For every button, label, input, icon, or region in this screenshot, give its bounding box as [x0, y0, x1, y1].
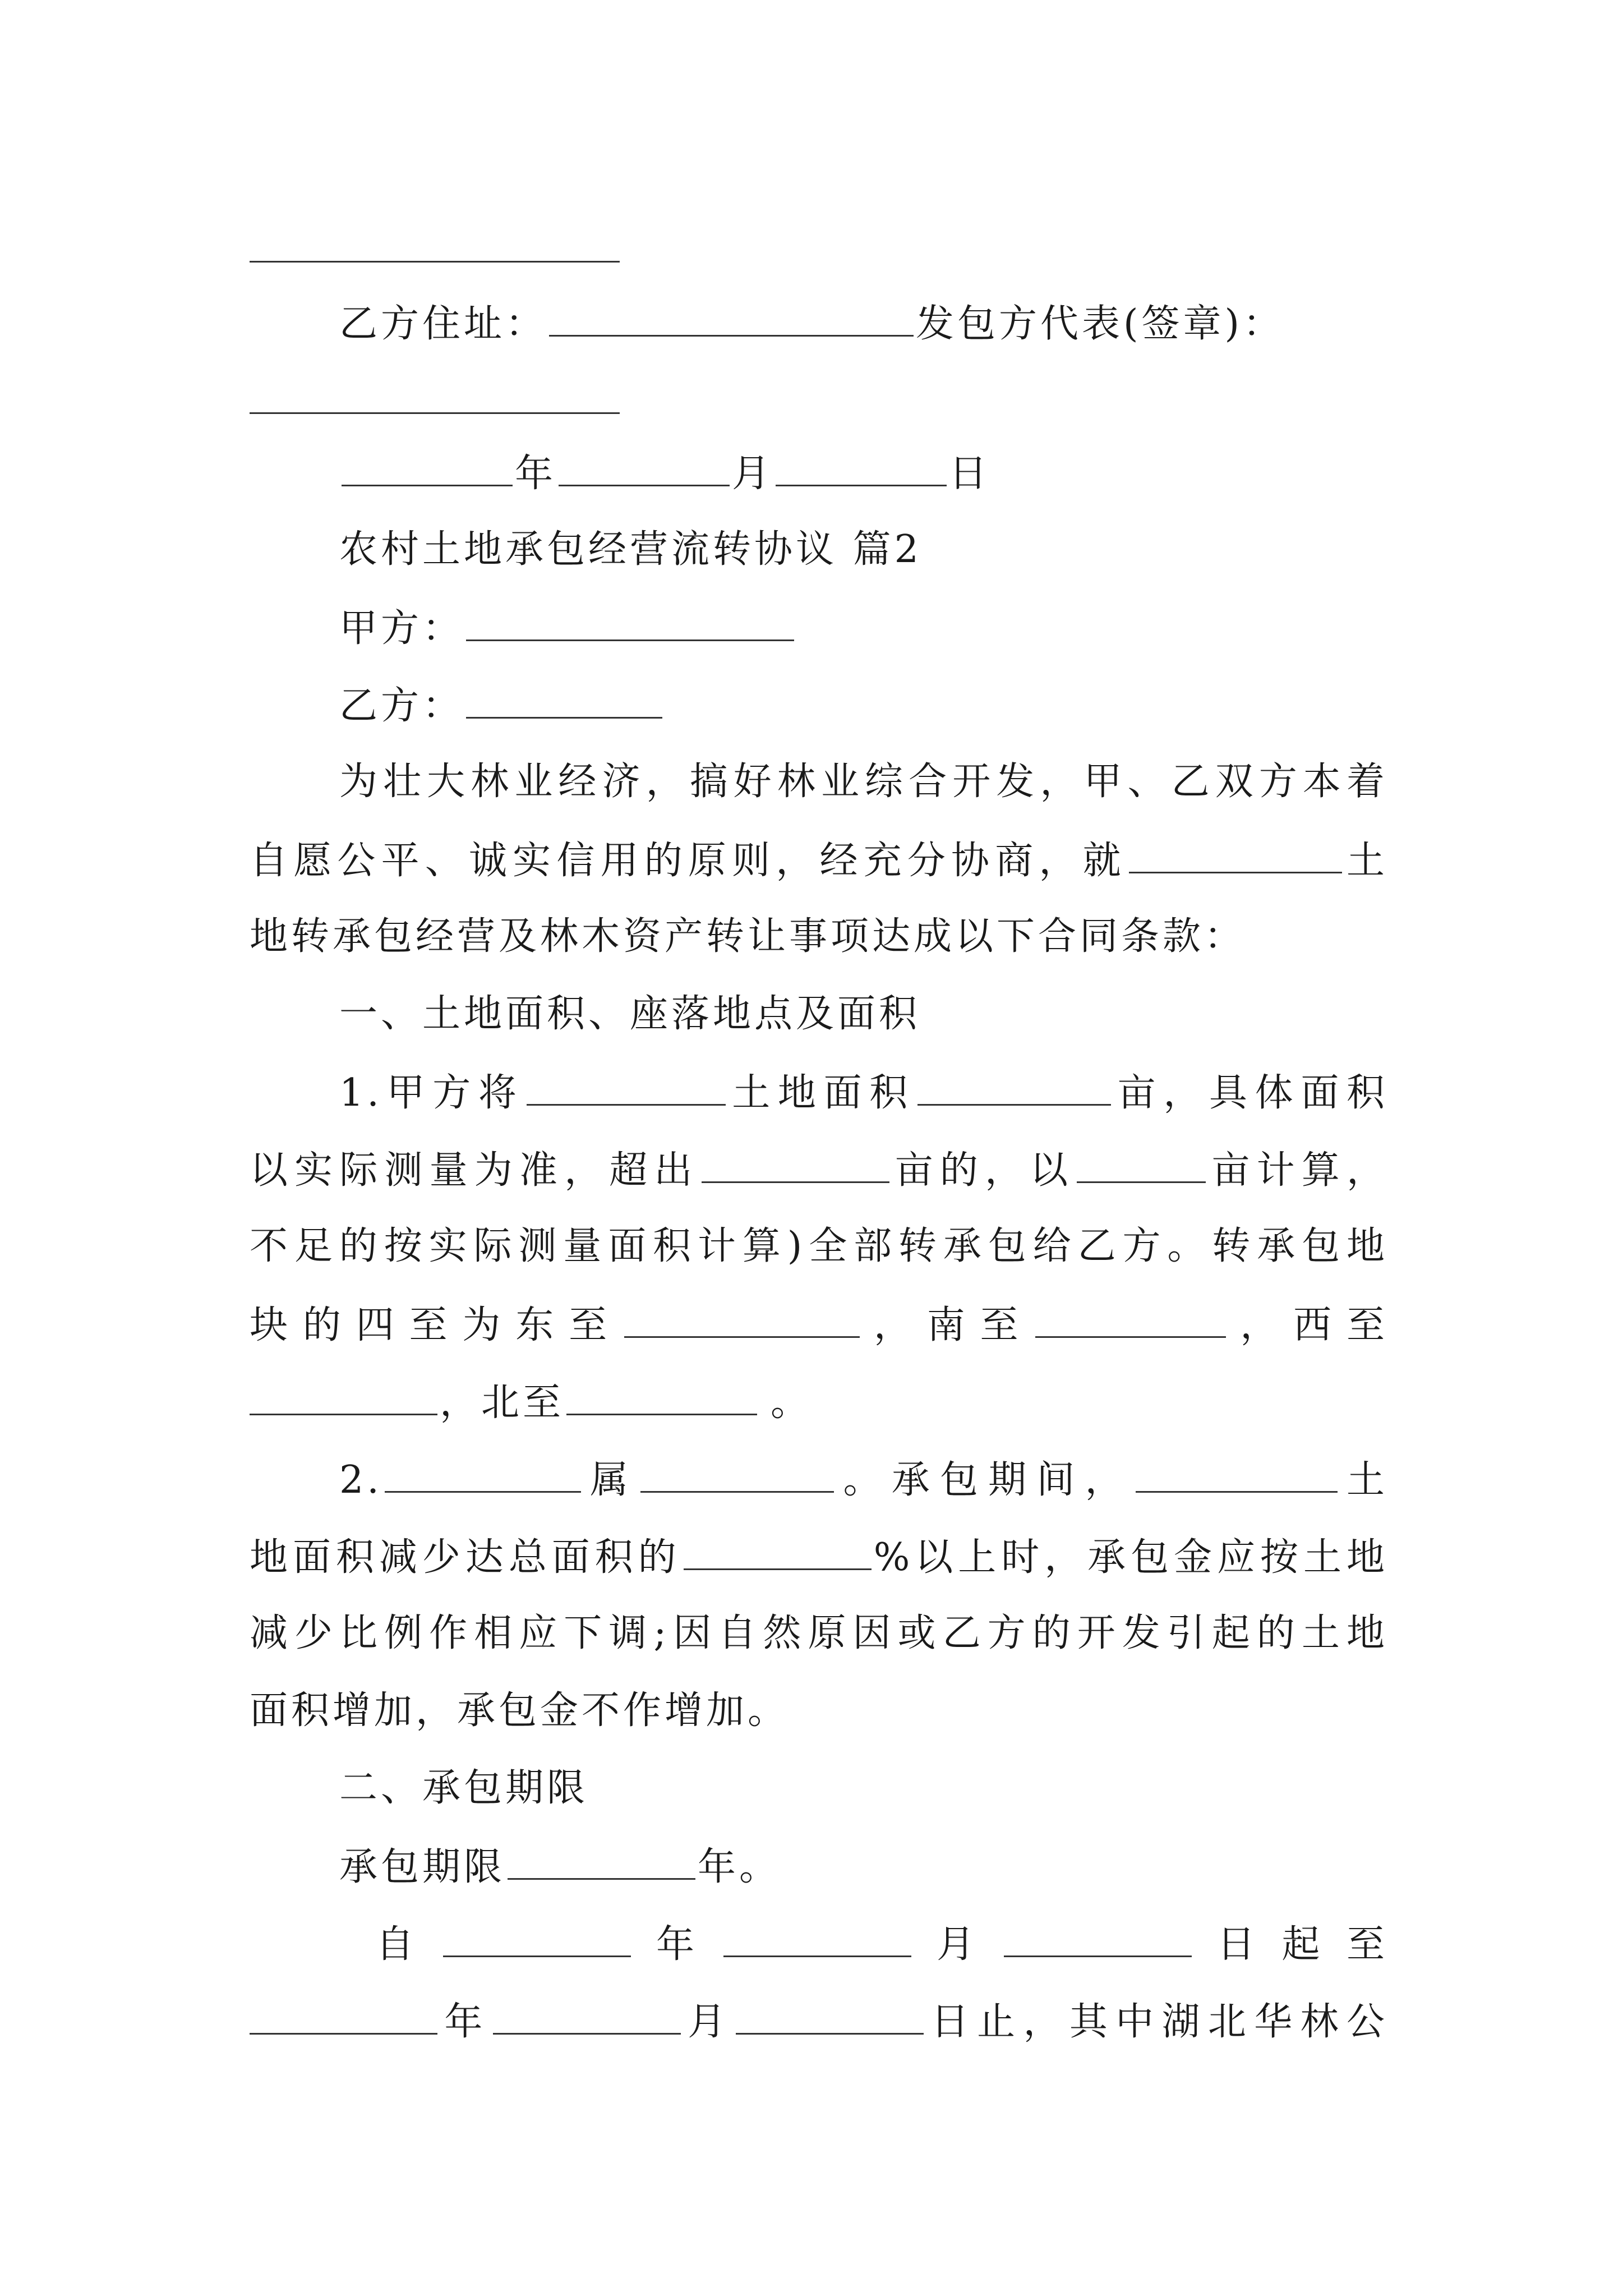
text-span: 一、土地面积、座落地点及面积	[339, 992, 921, 1036]
text-span: 土地面积	[727, 1071, 915, 1115]
text-line	[339, 1069, 1388, 1114]
fill-blank	[508, 1843, 695, 1880]
text-span: 减少比例作相应下调;因自然原因或乙方的开发引起的土地	[250, 1611, 1388, 1655]
text-span: 年	[515, 452, 557, 496]
fill-blank	[702, 1147, 889, 1183]
text-span: 亩的，以	[891, 1148, 1075, 1193]
signature-blank-line	[250, 261, 620, 263]
text-span: 土	[1339, 1458, 1388, 1502]
text-span: 2.	[339, 1458, 382, 1502]
text-line	[339, 1456, 1388, 1501]
text-span: 乙方住址：	[339, 302, 547, 346]
text-span: 地面积减少达总面积的	[250, 1535, 681, 1580]
text-span: 面积增加，承包金不作增加。	[250, 1688, 790, 1733]
text-line	[250, 1379, 1388, 1424]
fill-blank	[917, 1069, 1111, 1106]
fill-blank	[385, 1456, 581, 1493]
fill-blank	[527, 1069, 726, 1106]
text-line	[339, 300, 1388, 345]
text-span: 月	[913, 1922, 1002, 1967]
text-span: 为壮大林业经济，搞好林业综合开发，甲、乙双方本着	[339, 760, 1388, 804]
text-span: 乙方：	[339, 684, 464, 728]
text-span: 日起至	[1193, 1922, 1388, 1967]
text-line	[250, 1611, 1388, 1656]
text-span: ，南至	[861, 1303, 1034, 1347]
fill-blank	[566, 1379, 757, 1415]
text-line	[250, 914, 1388, 959]
text-span: 1.甲方将	[339, 1071, 524, 1115]
text-span: 月	[683, 2000, 734, 2044]
text-line	[339, 682, 1388, 727]
fill-blank	[549, 300, 914, 337]
text-line	[376, 1921, 1388, 1966]
text-line	[250, 1224, 1388, 1269]
text-span: 农村土地承包经营流转协议 篇2	[339, 527, 922, 572]
text-line	[250, 1147, 1388, 1191]
text-span: ，北至	[440, 1381, 565, 1425]
text-span: 月	[732, 452, 774, 496]
fill-blank	[466, 682, 662, 719]
section-heading	[339, 527, 1388, 572]
text-line	[250, 837, 1388, 882]
fill-blank	[1035, 1301, 1226, 1338]
text-span: 块的四至为东至	[250, 1303, 622, 1347]
fill-blank	[1136, 1456, 1338, 1493]
text-span: 亩计算，	[1208, 1148, 1388, 1193]
text-span: 日	[949, 452, 991, 496]
text-line	[339, 450, 1388, 495]
text-span: 年	[633, 1922, 721, 1967]
text-line	[250, 1688, 1388, 1733]
fill-blank	[443, 1921, 631, 1957]
fill-blank	[559, 450, 730, 486]
text-span: 发包方代表(签章)：	[916, 302, 1285, 346]
fill-blank	[1077, 1147, 1206, 1183]
text-span: 自愿公平、诚实信用的原则，经充分协商，就	[250, 839, 1127, 883]
section-heading	[339, 992, 1388, 1037]
fill-blank	[250, 1998, 437, 2035]
text-line	[339, 760, 1388, 804]
text-span: 地转承包经营及林木资产转让事项达成以下合同条款：	[250, 914, 1246, 959]
signature-blank-line	[250, 412, 620, 414]
text-span: 。承包期间，	[836, 1458, 1133, 1502]
text-span: 亩，具体面积	[1113, 1071, 1388, 1115]
text-span: 年	[440, 2000, 491, 2044]
text-span: 承包期限	[339, 1845, 506, 1889]
fill-blank	[624, 1301, 860, 1338]
fill-blank	[342, 450, 513, 486]
fill-blank	[1129, 837, 1342, 873]
text-span: 日止，其中湖北华林公	[926, 2000, 1388, 2044]
fill-blank	[640, 1456, 834, 1493]
fill-blank	[723, 1921, 911, 1957]
text-span: 自	[376, 1922, 441, 1967]
text-span: 土	[1344, 839, 1388, 883]
fill-blank	[776, 450, 947, 486]
text-span: 以实际测量为准，超出	[250, 1148, 699, 1193]
text-span: 属	[583, 1458, 639, 1502]
section-heading	[339, 1766, 1388, 1811]
fill-blank	[736, 1998, 924, 2035]
fill-blank	[1004, 1921, 1192, 1957]
fill-blank	[466, 605, 794, 641]
fill-blank	[684, 1534, 872, 1570]
text-line	[250, 1301, 1388, 1346]
text-line	[339, 605, 1388, 650]
text-span: %以上时，承包金应按土地	[873, 1535, 1388, 1580]
text-span: 甲方：	[339, 606, 464, 651]
text-line	[250, 1534, 1388, 1579]
fill-blank	[250, 1379, 437, 1415]
text-line	[250, 1998, 1388, 2043]
text-span: ，西至	[1228, 1303, 1388, 1347]
text-span: 。	[771, 1381, 813, 1425]
text-span: 年。	[698, 1845, 781, 1889]
fill-blank	[493, 1998, 681, 2035]
text-span: 二、承包期限	[339, 1766, 589, 1810]
text-line	[339, 1843, 1388, 1888]
text-span: 不足的按实际测量面积计算)全部转承包给乙方。转承包地	[250, 1224, 1388, 1268]
